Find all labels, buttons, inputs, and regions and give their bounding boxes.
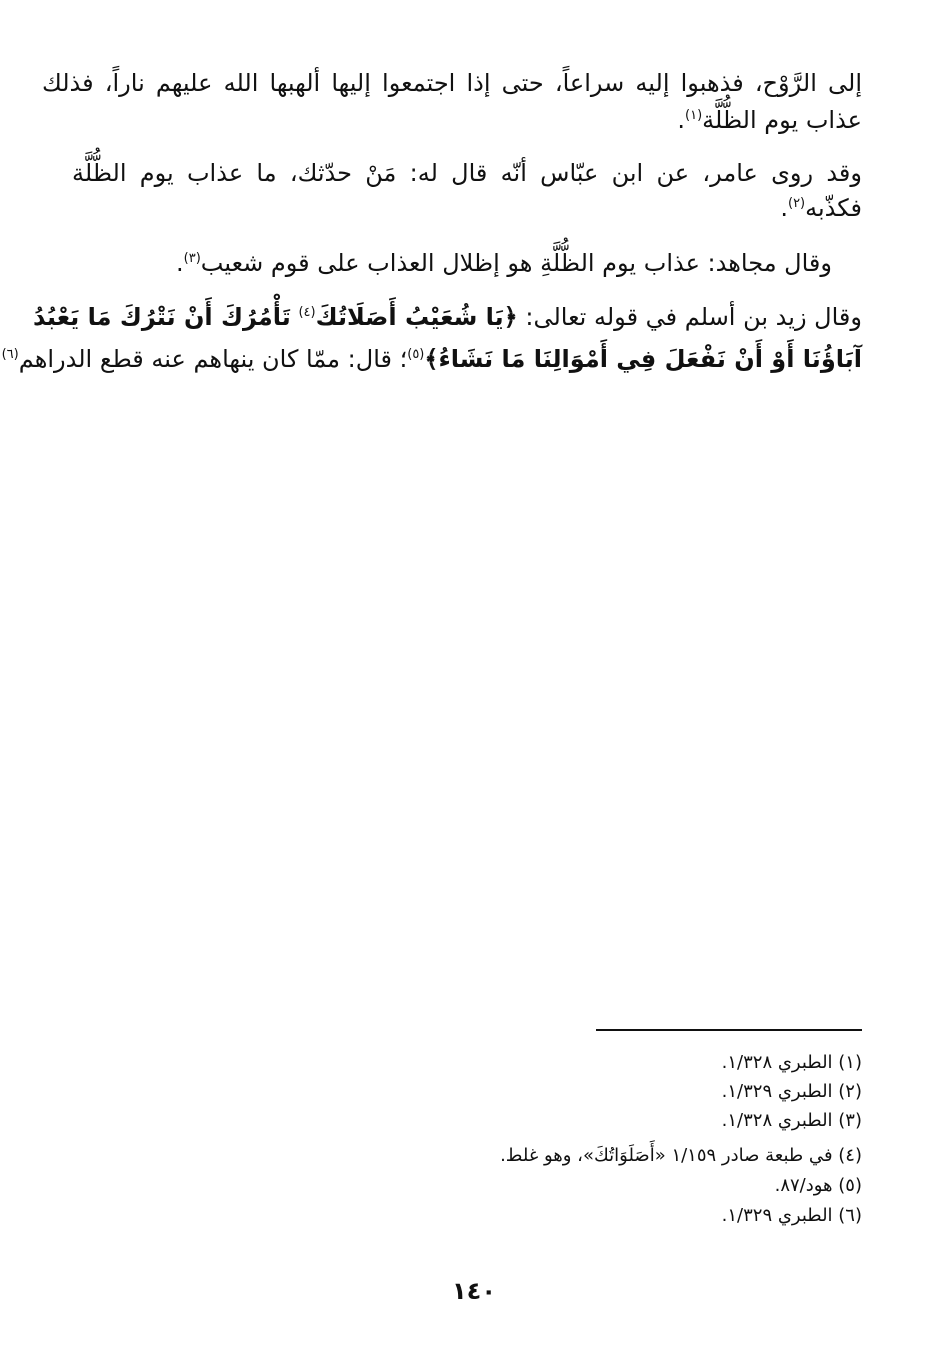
p1-line1-text: إلى الرَّوْح، فذهبوا إليه سراعاً، حتى إذا اجتمعوا إليها ألهبها الله عليهم ناراً، فذلك (42, 69, 862, 97)
footnote-ref-6: (٦) (1, 347, 19, 362)
p2-line2-text: فكذّبه (805, 194, 862, 222)
page-number: ١٤٠ (452, 1277, 496, 1305)
p3-end: . (176, 249, 184, 277)
footnote-ref-4: (٤) (298, 305, 316, 320)
p1-line2-text: عذاب يوم الظُّلَّة (702, 106, 862, 134)
p3-text: وقال مجاهد: عذاب يوم الظُّلَّةِ هو إظلال العذاب على قوم شعيب (200, 249, 832, 277)
paragraph-4-line-2 (0, 340, 862, 374)
paragraph-2-line-1 (72, 158, 862, 188)
footnote-1: (١) الطبري ١/٣٢٨. (721, 1052, 862, 1073)
footnote-6: (٦) الطبري ١/٣٢٩. (721, 1205, 862, 1226)
p4-intro: وقال زيد بن أسلم في قوله تعالى: (525, 303, 862, 331)
footnote-3: (٣) الطبري ١/٣٢٨. (721, 1110, 862, 1131)
footnote-separator (596, 1029, 862, 1031)
paragraph-1-line-2 (677, 101, 862, 135)
quran-verse-part-a: ﴿يَا شُعَيْبُ أَصَلَاتُكَ (315, 303, 518, 331)
paragraph-3 (176, 244, 832, 278)
paragraph-4-line-1 (33, 298, 862, 332)
footnote-ref-1: (١) (685, 108, 703, 123)
quran-verse-part-b: تَأْمُرُكَ أَنْ نَتْرُكَ مَا يَعْبُدُ (33, 303, 291, 331)
p2-end: . (780, 194, 788, 222)
paragraph-1-line-1 (42, 68, 862, 98)
quran-verse-part-c: آبَاؤُنَا أَوْ أَنْ نَفْعَلَ فِي أَمْوَالِنَا مَا نَشَاءُ﴾ (424, 345, 862, 373)
footnote-4: (٤) في طبعة صادر ١/١٥٩ «أَصَلَوَاتُكَ»، وهو غلط. (500, 1145, 862, 1166)
p2-line1-text: وقد روى عامر، عن ابن عبّاس أنّه قال له: مَنْ حدّثك، ما عذاب يوم الظُّلَّة (72, 159, 862, 187)
footnote-ref-5: (٥) (407, 347, 425, 362)
p1-end: . (677, 106, 685, 134)
footnote-2: (٢) الطبري ١/٣٢٩. (721, 1081, 862, 1102)
footnote-ref-3: (٣) (183, 251, 201, 266)
footnote-ref-2: (٢) (787, 196, 806, 211)
footnote-5: (٥) هود/٨٧. (774, 1175, 862, 1196)
paragraph-2-line-2 (780, 189, 862, 223)
p4-rest: ؛ قال: ممّا كان ينهاهم عنه قطع الدراهم (18, 345, 408, 373)
